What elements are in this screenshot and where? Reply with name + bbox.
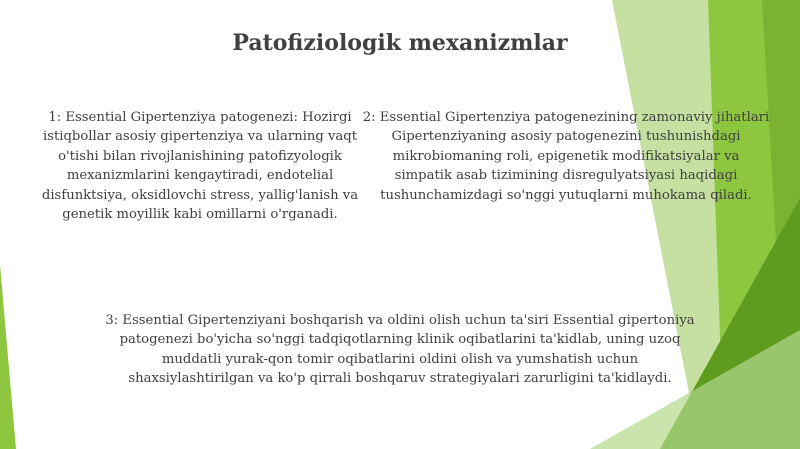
slide-title: Patofiziologik mexanizmlar: [232, 30, 568, 56]
text-block-1: 1: Essential Gipertenziya patogenezi: Hozirgi istiqbollar asosiy gipertenziya va ularning vaqt o'tishi bilan rivojlanishining patofizyologik mexanizmlarini kengaytiradi, endotelial disfunktsiya, oksidlovchi stress, yallig'lanish va genetik moyillik kabi omillarni o'rganadi.: [41, 110, 359, 223]
text-block-2: 2: Essential Gipertenziya patogenezining zamonaviy jihatlari Gipertenziyaning asosiy patogenezini tushunishdagi mikrobiomaning roli, epigenetik modifikatsiyalar va simpatik asab tizimining disregulyatsiyasi haqidagi tushunchamizdagi so'nggi yutuqlarni muhokama qiladi.: [362, 110, 770, 203]
text-block-3: 3: Essential Gipertenziyani boshqarish va oldini olish uchun ta'siri Essential gipertoniya patogenezi bo'yicha so'nggi tadqiqotlarning klinik oqibatlarini ta'kidlab, uning uzoq muddatli yurak-qon tomir oqibatlarini oldini olish va yumshatish uchun shaxsiylashtirilgan va ko'p qirrali boshqaruv strategiyalari zarurligini ta'kidlaydi.: [105, 313, 695, 387]
left-edge-shape: [0, 265, 16, 449]
